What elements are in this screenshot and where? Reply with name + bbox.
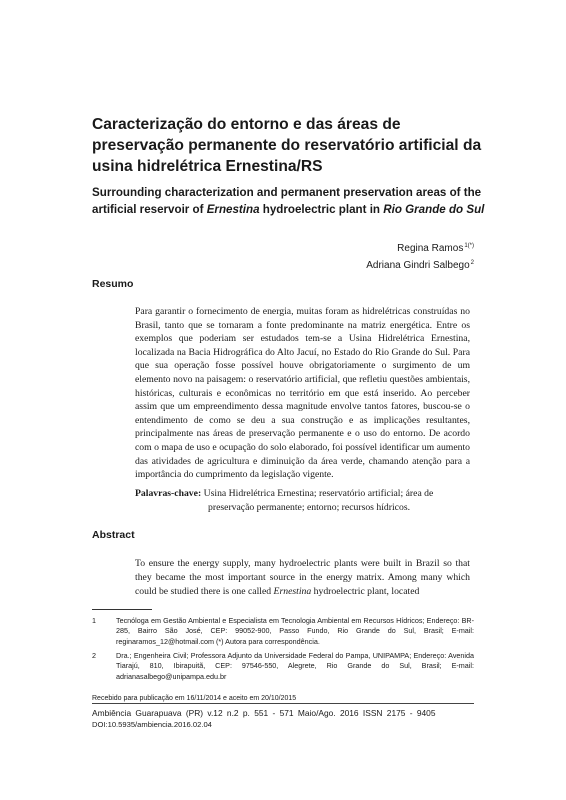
footnote-separator [92,609,152,610]
footnote-1-number: 1 [92,616,96,625]
english-title-emphasis-1: Ernestina [206,203,260,216]
resumo-heading: Resumo [92,278,134,290]
author-1-affiliation-mark: 1(*) [464,243,474,249]
footnote-1-text: Tecnóloga em Gestão Ambiental e Especialista em Tecnologia Ambiental em Recursos Hídricos; Endereço: BR-285, Bairro São José, CEP: 99052-900, Passo Fundo, Rio Grande do Sul, Brasil; E-mail: reginaramos_12@hotmail.com (*) Autora para correspondência. [116,616,474,646]
author-2-affiliation-mark: 2 [470,260,474,266]
author-list [366,239,474,273]
abstract-text-part1: To ensure the energy supply, many hydroelectric plants were built in Brazil so that they became the most important source in the energy matrix. Among many which could be studied there is one called [135,558,470,598]
abstract-text [135,557,470,600]
author-2 [366,256,474,273]
abstract-text-part2: hydroelectric plant, located [311,586,420,598]
abstract-text-emphasis: Ernestina [273,586,312,598]
english-title-part1: Surrounding characterization and permanent preservation areas of the artificial reservoir of [92,186,482,216]
keywords [135,487,470,515]
footnote-1 [92,616,474,647]
received-date: Recebido para publicação em 16/11/2014 e aceito em 20/10/2015 [92,695,297,702]
english-title [92,184,502,218]
doi: DOI:10.5935/ambiencia.2016.02.04 [92,720,212,729]
footnote-2-text: Dra.; Engenheira Civil; Professora Adjunto da Universidade Federal do Pampa, UNIPAMPA; Endereço: Avenida Tiarajú, 810, Ibirapuitã, CEP: 97546-550, Alegrete, Rio Grande do Sul, Brasil; E-mail: adrianasalbego@unipampa.edu.br [116,651,474,681]
journal-separator [92,703,474,704]
journal-citation: Ambiência Guarapuava (PR) v.12 n.2 p. 551 - 571 Maio/Ago. 2016 ISSN 2175 - 9405 [92,708,436,718]
english-title-emphasis-2: Rio Grande do Sul [383,203,485,216]
article-title: Caracterização do entorno e das áreas de preservação permanente do reservatório artificial da usina hidrelétrica Ernestina/RS [92,116,482,175]
resumo-text: Para garantir o fornecimento de energia, muitas foram as hidrelétricas construídas no Brasil, tanto que se tornaram a fonte predominante na matriz energética. Entre os exemplos que poderiam ser estudados tem-se a Usina Hidrelétrica Ernestina, localizada na Bacia Hidrográfica do Alto Jacuí, no Estado do Rio Grande do Sul. Para que sua operação fosse possível houve obrigatoriamente o surgimento de um elemento novo na paisagem: o reservatório artificial, que refletiu questões ambientais, históricas, culturais e econômicas no território em que está inserido. Ao perceber assim que um empreendimento dessa magnitude envolve tantos fatores, buscou-se o entendimento de como se deu a sua construção e as implicações resultantes, principalmente nas áreas de preservação permanente e o uso do entorno. De acordo com o mapa de uso e ocupação do solo elaborado, foi possível identificar um aumento das atividades de agricultura e diminuição da área verde, chamando atenção para a importância do cumprimento da legislação vigente. [135,306,470,481]
author-2-name: Adriana Gindri Salbego [366,260,470,271]
author-1 [366,239,474,256]
abstract-heading: Abstract [92,529,135,541]
footnote-2-number: 2 [92,651,96,660]
footnote-2 [92,651,474,682]
author-1-name: Regina Ramos [397,243,464,254]
keywords-line-2: preservação permanente; entorno; recursos hídricos. [208,502,411,513]
english-title-part2: hydroelectric plant in [259,203,384,216]
keywords-label: Palavras-chave: [135,488,202,499]
keywords-line-1: Usina Hidrelétrica Ernestina; reservatório artificial; área de [203,488,434,499]
